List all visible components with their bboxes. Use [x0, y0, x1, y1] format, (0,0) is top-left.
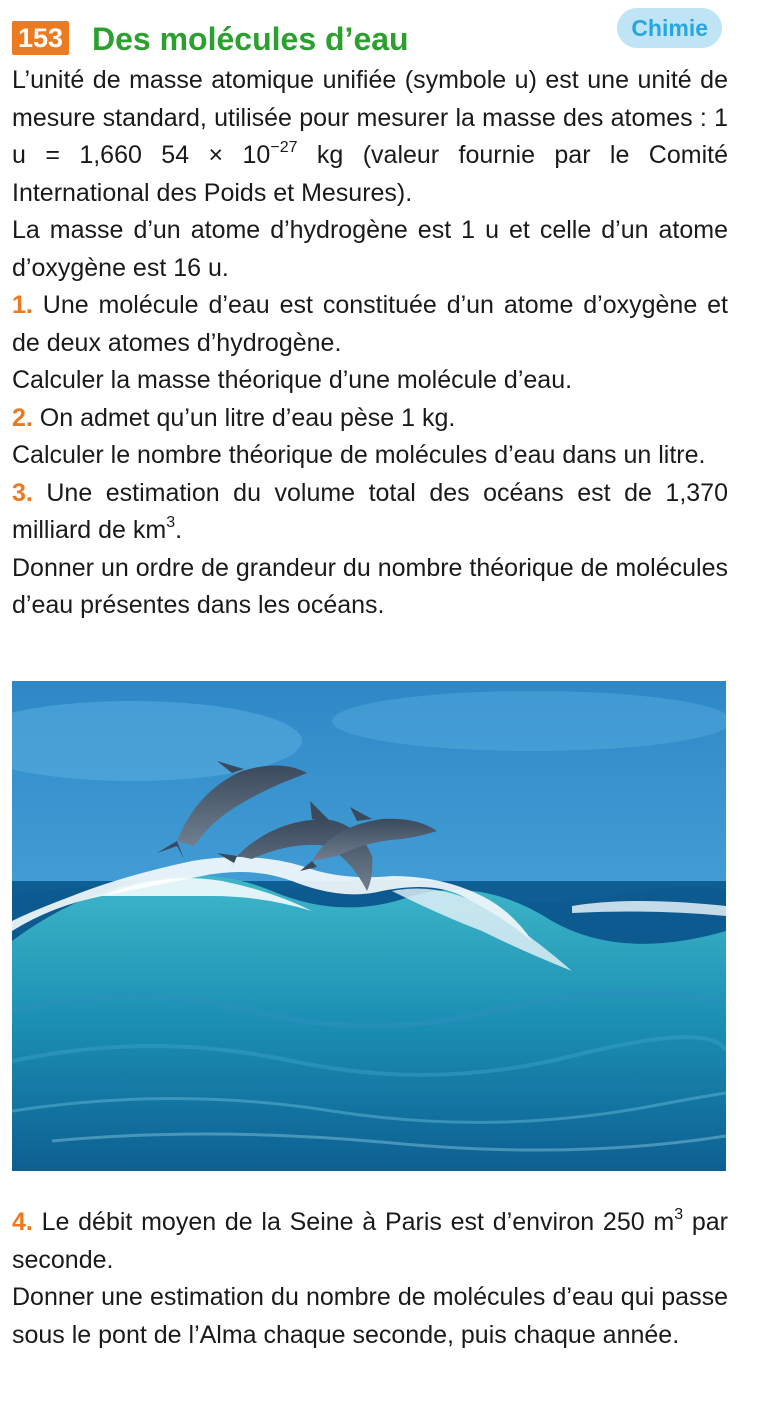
question-text: Une molécule d’eau est constituée d’un atome d’oxygène et de deux atomes d’hydrogène. [12, 291, 728, 357]
question-3-task: Donner un ordre de grandeur du nombre théorique de molécules d’eau présentes dans les océans. [12, 553, 728, 619]
question-number: 2. [12, 403, 33, 432]
question-number: 1. [12, 291, 33, 319]
question-4-block [12, 1204, 728, 1354]
question-2-task: Calculer le nombre théorique de molécules d’eau dans un litre. [12, 441, 706, 469]
exercise-title: Des molécules d’eau [92, 21, 409, 57]
masses-paragraph: La masse d’un atome d’hydrogène est 1 u et celle d’un atome d’oxygène est 16 u. [12, 216, 728, 282]
question-1-task: Calculer la masse théorique d’une molécule d’eau. [12, 366, 573, 394]
question-text-end: par seconde. [12, 1208, 728, 1274]
question-number: 3. [12, 478, 33, 507]
question-2 [12, 400, 728, 438]
exercise-statement [12, 62, 728, 625]
intro-exponent: −27 [270, 139, 298, 156]
exercise-page [12, 8, 728, 1349]
subject-badge: Chimie [617, 8, 722, 48]
question-exponent: 3 [166, 514, 176, 531]
question-1 [12, 287, 728, 362]
exercise-header [12, 8, 728, 62]
dolphins-photo [12, 681, 726, 1171]
question-number: 4. [12, 1208, 33, 1236]
intro-paragraph [12, 62, 728, 212]
question-4-task: Donner une estimation du nombre de molécules d’eau qui passe sous le pont de l’Alma chaque seconde, puis chaque année. [12, 1283, 728, 1349]
question-3 [12, 475, 728, 550]
intro-text-b: kg (valeur fournie par le Comité International des Poids et Mesures). [12, 141, 728, 207]
question-text: Une estimation du volume total des océans est de 1,370 milliard de km [12, 478, 728, 544]
question-4 [12, 1204, 728, 1279]
intro-text-a: L’unité de masse atomique unifiée (symbole u) est une unité de mesure standard, utilisée pour mesurer la masse des atomes : 1 u = 1,660 54 × 10 [12, 66, 728, 169]
question-text-end: . [175, 516, 183, 544]
question-exponent: 3 [674, 1206, 684, 1223]
question-text: Le débit moyen de la Seine à Paris est d’environ 250 m [32, 1208, 675, 1236]
dolphins-wave-illustration [12, 681, 726, 1171]
question-text: On admet qu’un litre d’eau pèse 1 kg. [32, 403, 456, 432]
exercise-number-badge: 153 [12, 21, 69, 55]
